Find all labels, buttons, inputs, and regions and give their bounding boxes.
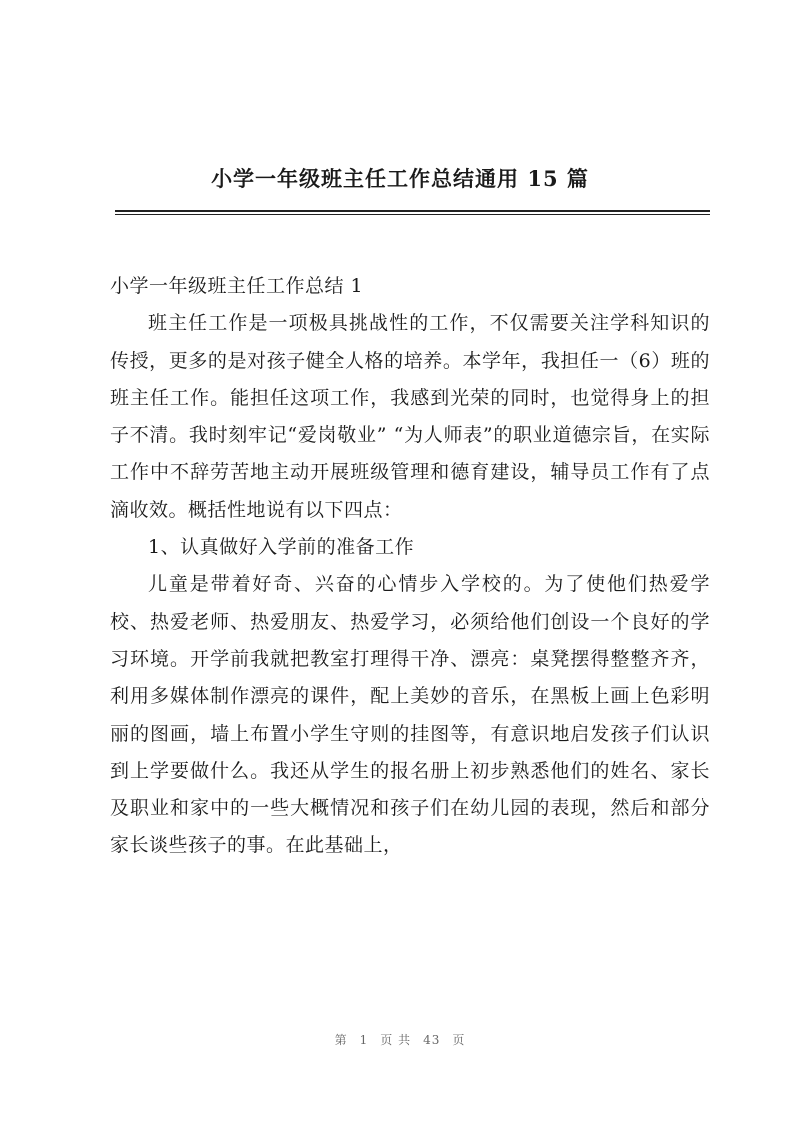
footer-suffix: 页 xyxy=(452,1033,466,1047)
subheading-preparation: 1、认真做好入学前的准备工作 xyxy=(148,536,415,559)
document-body xyxy=(110,268,710,865)
paragraph-intro: 班主任工作是一项极具挑战性的工作，不仅需要关注学科知识的传授，更多的是对孩子健全人格的培养。本学年，我担任一（6）班的班主任工作。能担任这项工作，我感到光荣的同时，也觉得身上的担子不清。我时刻牢记“爱岗敬业” “为人师表”的职业道德宗旨，在实际工作中不辞劳苦地主动开展班级管理和德育建设，辅导员工作有了点滴收效。概括性地说有以下四点： xyxy=(110,312,710,521)
section-heading: 小学一年级班主任工作总结 1 xyxy=(110,275,364,297)
document-title: 小学一年级班主任工作总结通用 15 篇 xyxy=(211,166,589,191)
footer-total-pages: 43 xyxy=(423,1033,441,1047)
title-divider-thick xyxy=(115,210,710,212)
paragraph-preparation: 儿童是带着好奇、兴奋的心情步入学校的。为了使他们热爱学校、热爱老师、热爱朋友、热爱学习，必须给他们创设一个良好的学习环境。开学前我就把教室打理得干净、漂亮：桌凳摆得整整齐齐，利用多媒体制作漂亮的课件，配上美妙的音乐，在黑板上画上色彩明丽的图画，墙上布置小学生守则的挂图等，有意识地启发孩子们认识到上学要做什么。我还从学生的报名册上初步熟悉他们的姓名、家长及职业和家中的一些大概情况和孩子们在幼儿园的表现，然后和部分家长谈些孩子的事。在此基础上， xyxy=(110,573,710,857)
footer-prefix: 第 xyxy=(334,1033,348,1047)
title-divider-thin xyxy=(115,214,710,215)
footer-page-number: 1 xyxy=(359,1033,369,1047)
footer-mid: 页 共 xyxy=(380,1033,412,1047)
page-footer xyxy=(0,1031,800,1048)
